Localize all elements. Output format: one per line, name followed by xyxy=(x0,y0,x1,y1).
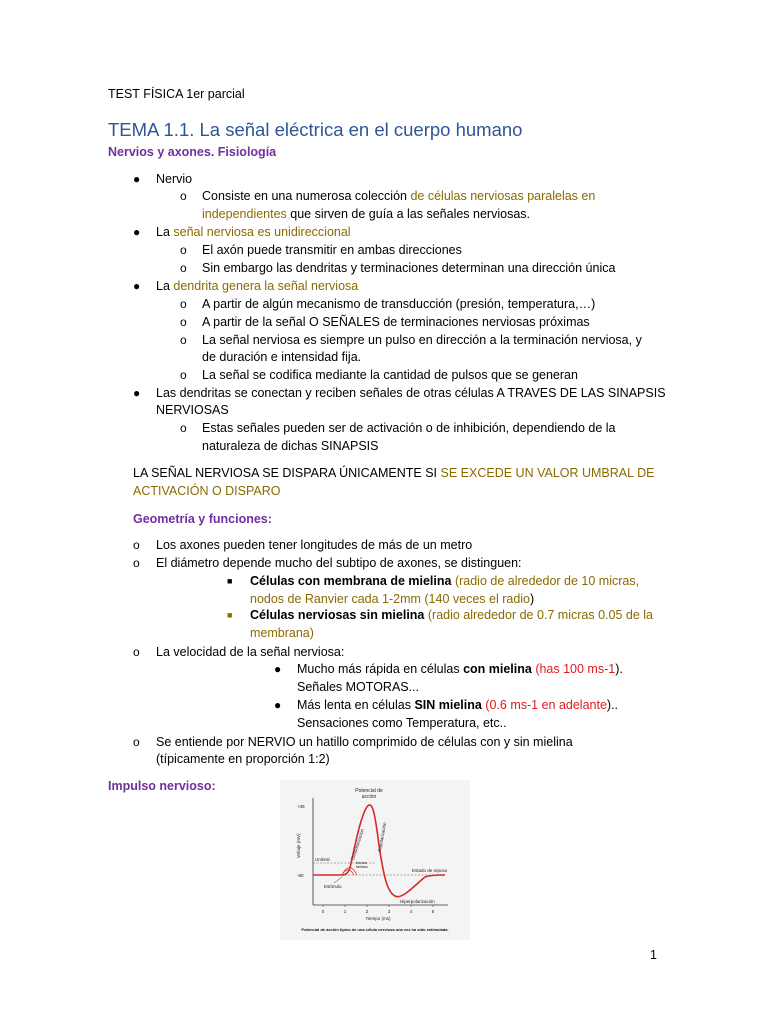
y-axis-label: Voltaje (mV) xyxy=(296,833,301,858)
label-potencial: Potencial de xyxy=(355,788,383,794)
bullet-circle: o xyxy=(180,368,187,382)
item-transduccion: A partir de algún mecanismo de transducción (presión, temperatura,…) xyxy=(202,297,596,311)
bullet-dot: ● xyxy=(133,172,141,186)
x-axis-label: Tiempo (ms) xyxy=(365,916,391,921)
x-tick-label: 2 xyxy=(365,909,369,914)
label-hiperpolarizacion: Hiperpolarización xyxy=(400,899,435,904)
item-nervio-desc-2: independientes que sirven de guía a las señales nerviosas. xyxy=(202,207,530,221)
bullet-circle: o xyxy=(133,735,140,749)
bullet-dot: ● xyxy=(133,386,141,400)
umbral-line-2: ACTIVACIÓN O DISPARO xyxy=(133,484,281,498)
bullet-dot: ● xyxy=(133,279,141,293)
item-longitud: Los axones pueden tener longitudes de más de un metro xyxy=(156,538,473,552)
label-estimulo: Estímulo xyxy=(324,884,342,889)
item-senal: La señal nerviosa es unidireccional xyxy=(156,225,351,239)
test-title: TEST FÍSICA 1er parcial xyxy=(108,87,245,101)
item-nervio-desc-1: Consiste en una numerosa colección de células nerviosas paralelas en xyxy=(202,189,596,203)
y-tick-top: +35 xyxy=(297,804,305,809)
bullet-circle: o xyxy=(180,333,187,347)
item-sinapsis-1: Las dendritas se conectan y reciben señales de otras células A TRAVES DE LAS SINAPSIS xyxy=(156,386,666,400)
item-mielina-2: nodos de Ranvier cada 1-2mm (140 veces el radio) xyxy=(250,592,535,606)
bullet-dot: ● xyxy=(133,225,141,239)
x-tick-label: 5 xyxy=(431,909,435,914)
label-accion: acción xyxy=(361,794,377,800)
bullet-circle: o xyxy=(133,556,140,570)
x-tick-label: 0 xyxy=(321,909,325,914)
item-motoras: Señales MOTORAS... xyxy=(297,680,420,694)
y-tick-bottom: -80 xyxy=(297,873,304,878)
umbral-line-1: LA SEÑAL NERVIOSA SE DISPARA ÚNICAMENTE SI SE EXCEDE UN VALOR UMBRAL DE xyxy=(133,466,655,480)
item-sinapsis-2: NERVIOSAS xyxy=(156,403,229,417)
label-inicios: Inicios xyxy=(356,861,367,865)
bullet-circle: o xyxy=(180,297,187,311)
bullet-circle: o xyxy=(180,421,187,435)
bullet-circle: o xyxy=(180,189,187,203)
geometria-heading: Geometría y funciones: xyxy=(133,512,272,526)
item-terminaciones: A partir de la señal O SEÑALES de terminaciones nerviosas próximas xyxy=(202,315,590,329)
item-dendritas-dir: Sin embargo las dendritas y terminaciones determinan una dirección única xyxy=(202,261,616,275)
item-sin-mielina-1: Células nerviosas sin mielina (radio alrededor de 0.7 micras 0.05 de la xyxy=(250,608,653,622)
item-activacion-1: Estas señales pueden ser de activación o de inhibición, dependiendo de la xyxy=(202,421,616,435)
page-number: 1 xyxy=(650,948,657,962)
item-dendrita: La dendrita genera la señal nerviosa xyxy=(156,279,359,293)
x-tick-label: 1 xyxy=(343,909,347,914)
figure-caption: Potencial de acción típico de una célula nerviosa una vez ha sido estimulada. xyxy=(301,927,449,932)
action-potential-figure xyxy=(280,780,470,940)
x-tick-label: 3 xyxy=(387,909,391,914)
tema-title: TEMA 1.1. La señal eléctrica en el cuerpo humano xyxy=(108,119,523,140)
item-nervio: Nervio xyxy=(156,172,193,186)
bullet-dot: ● xyxy=(274,662,282,676)
bullet-circle: o xyxy=(180,315,187,329)
item-mielina-1: Células con membrana de mielina (radio de alrededor de 10 micras, xyxy=(250,574,640,588)
section-subtitle: Nervios y axones. Fisiología xyxy=(108,145,277,159)
item-sensaciones: Sensaciones como Temperatura, etc.. xyxy=(297,716,507,730)
item-axon-dir: El axón puede transmitir en ambas direcciones xyxy=(202,243,462,257)
label-reposo: Estado de reposo xyxy=(412,868,448,873)
item-velocidad: La velocidad de la señal nerviosa: xyxy=(156,645,345,659)
bullet-square: ■ xyxy=(227,610,233,620)
label-repolarizacion: Repolarización xyxy=(377,821,388,853)
bullet-circle: o xyxy=(180,243,187,257)
x-tick-label: 4 xyxy=(409,909,413,914)
bullet-dot: ● xyxy=(274,698,282,712)
item-codifica: La señal se codifica mediante la cantidad de pulsos que se generan xyxy=(202,368,578,382)
item-rapida: Mucho más rápida en células con mielina (has 100 ms-1). xyxy=(297,662,623,676)
bullet-square: ■ xyxy=(227,576,233,586)
item-activacion-2: naturaleza de dichas SINAPSIS xyxy=(202,439,379,453)
bullet-circle: o xyxy=(133,645,140,659)
impulso-heading: Impulso nervioso: xyxy=(108,779,216,793)
item-nervio-def-1: Se entiende por NERVIO un hatillo comprimido de células con y sin mielina xyxy=(156,735,573,749)
bullet-circle: o xyxy=(180,261,187,275)
label-despolarizacion: Despolarización xyxy=(350,828,365,861)
item-diametro: El diámetro depende mucho del subtipo de axones, se distinguen: xyxy=(156,556,522,570)
label-umbral: Umbral xyxy=(315,857,330,862)
item-nervio-def-2: (típicamente en proporción 1:2) xyxy=(156,752,330,766)
item-lenta: Más lenta en células SIN mielina (0.6 ms-1 en adelante).. xyxy=(297,698,619,712)
bullet-circle: o xyxy=(133,538,140,552)
item-pulso-2: de duración e intensidad fija. xyxy=(202,350,362,364)
label-fallidos: fallidos xyxy=(356,865,368,869)
item-sin-mielina-2: membrana) xyxy=(250,626,314,640)
item-pulso-1: La señal nerviosa es siempre un pulso en dirección a la terminación nerviosa, y xyxy=(202,333,642,347)
